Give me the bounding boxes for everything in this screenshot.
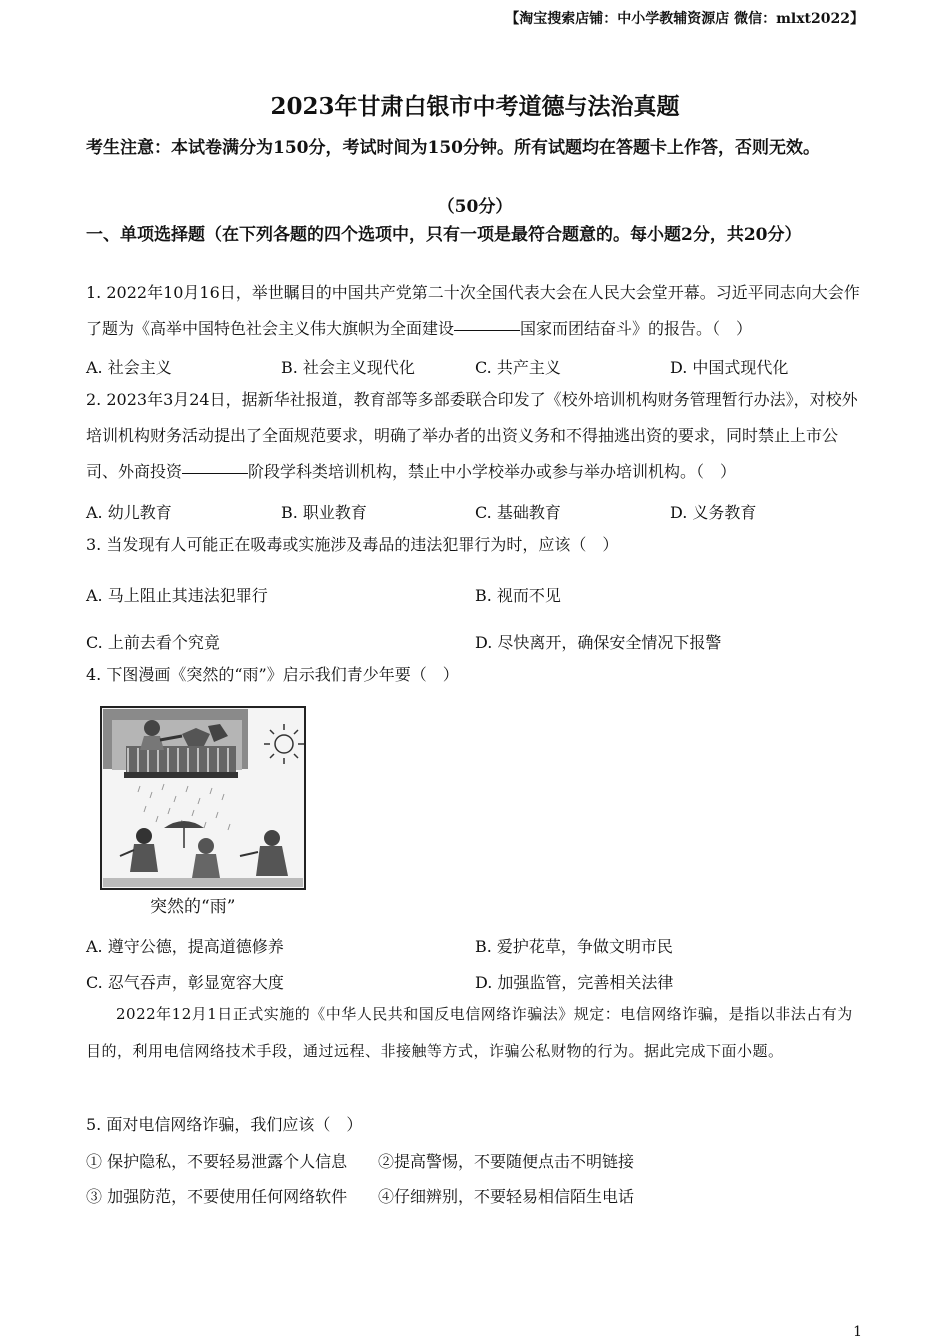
question-3-option-b: B. 视而不见 [475,586,561,605]
comic-caption: 突然的“雨” [150,897,236,917]
question-1-option-d: D. 中国式现代化 [670,358,789,377]
question-1-option-c: C. 共产主义 [475,358,561,377]
question-1-stem [86,275,866,347]
page-number: 1 [853,1324,862,1340]
question-1-option-b: B. 社会主义现代化 [281,358,415,377]
section-heading: 一、单项选择题（在下列各题的四个选项中，只有一项是最符合题意的。每小题2分，共20分） [86,225,802,245]
question-2-option-d: D. 义务教育 [670,503,757,522]
comic-illustration [100,706,306,890]
question-2-stem-part2: 阶段学科类培训机构，禁止中小学校举办或参与举办培训机构。（ ） [248,462,737,481]
score-label: （50分） [437,197,513,217]
question-5-item-3: ③ 加强防范，不要使用任何网络软件 [86,1187,348,1206]
question-4-option-c: C. 忍气吞声，彰显宽容大度 [86,973,284,992]
question-2-option-a: A. 幼儿教育 [86,503,172,522]
question-2-option-b: B. 职业教育 [281,503,367,522]
question-5-stem: 5. 面对电信网络诈骗，我们应该（ ） [86,1115,363,1134]
question-5-item-2: ②提高警惕，不要随便点击不明链接 [378,1152,635,1171]
question-1-stem-part2: 国家而团结奋斗》的报告。（ ） [520,319,753,338]
reading-passage: 2022年12月1日正式实施的《中华人民共和国反电信网络诈骗法》规定：电信网络诈骗，是指以非法占有为目的，利用电信网络技术手段，通过远程、非接触等方式，诈骗公私财物的行为。据此完成下面小题。 [86,1005,853,1060]
question-5-item-1: ① 保护隐私，不要轻易泄露个人信息 [86,1152,348,1171]
question-4-option-d: D. 加强监管，完善相关法律 [475,973,674,992]
question-3-stem: 3. 当发现有人可能正在吸毒或实施涉及毒品的违法犯罪行为时，应该（ ） [86,535,619,554]
question-2-stem [86,382,866,490]
question-3-option-a: A. 马上阻止其违法犯罪行 [86,586,268,605]
shop-note: 【淘宝搜索店铺：中小学教辅资源店 微信：mlxt2022】 [505,11,864,27]
exam-notice: 考生注意：本试卷满分为150分，考试时间为150分钟。所有试题均在答题卡上作答，否则无效。 [86,138,820,158]
answer-blank [454,329,520,331]
question-5-item-4: ④仔细辨别，不要轻易相信陌生电话 [378,1187,635,1206]
question-3-option-d: D. 尽快离开，确保安全情况下报警 [475,633,722,652]
question-4-option-b: B. 爱护花草，争做文明市民 [475,937,673,956]
question-2-option-c: C. 基础教育 [475,503,561,522]
question-2-stem-part1: 2. 2023年3月24日，据新华社报道，教育部等多部委联合印发了《校外培训机构财务管理暂行办法》，对校外培训机构财务活动提出了全面规范要求，明确了举办者的出资义务和不得抽逃出资的要求，同时禁止上市公司、外商投资 [86,390,858,481]
question-1-option-a: A. 社会主义 [86,358,172,377]
question-4-option-a: A. 遵守公德，提高道德修养 [86,937,284,956]
answer-blank [182,472,248,474]
question-4-stem: 4. 下图漫画《突然的“雨”》启示我们青少年要（ ） [86,665,459,684]
question-3-option-c: C. 上前去看个究竟 [86,633,220,652]
page-title: 2023年甘肃白银市中考道德与法治真题 [270,93,680,120]
question-1-stem-part1: 1. 2022年10月16日，举世瞩目的中国共产党第二十次全国代表大会在人民大会堂开幕。习近平同志向大会作了题为《高举中国特色社会主义伟大旗帜为全面建设 [86,283,860,338]
